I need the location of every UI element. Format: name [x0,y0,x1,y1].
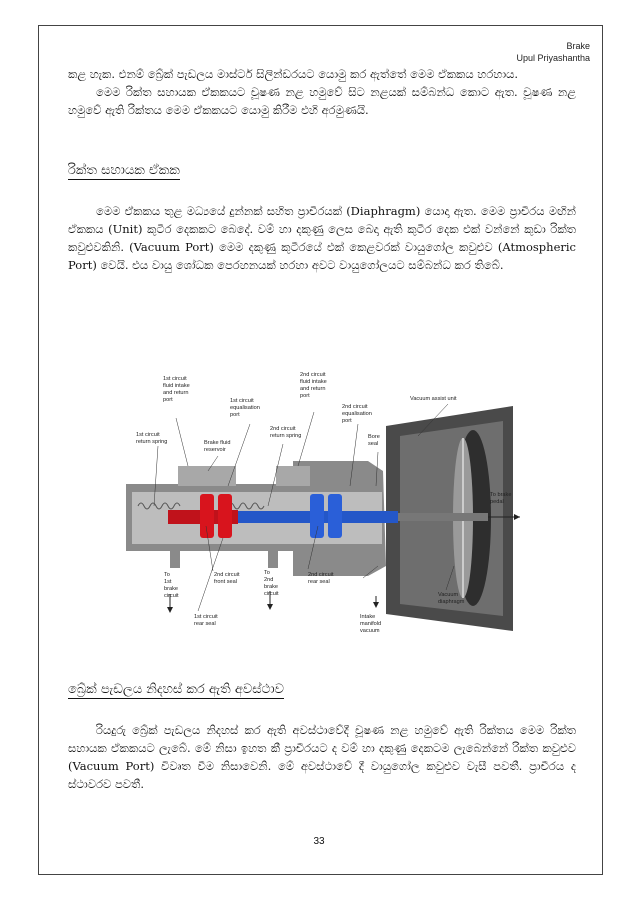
main-content [68,65,576,274]
brake-master-cylinder-diagram [118,366,526,641]
label-bore-seal: Bore seal [368,434,380,447]
section-heading: රික්ත සහායක ඒකක [68,163,180,178]
paragraph: මෙම ඒකකය තුළ මධ්‍යයේ දුන්නක් සහිත ප්‍රාචීරයක් (Diaphragm) යොදා ඇත. මෙම ප්‍රාචීරය මඟින් ඒකකය (Unit) කුටීර දෙකකට බෙදේ. වම් හා දකුණු ලෙස බෙදා ඇති කුටීර දෙක එක් වන්නේ කුඩා රික්ත කවුළුවකිනි. (Vacuum Port) මෙම දකුණු කුටීරයේ එක් කෙළවරක් වායුගෝල කවුළුව (Atmospheric Port) වෙයි. එය වායු ශෝධක පෙරහනයක් හරහා අවට වායුගෝලයට සම්බන්ධ කර තිබේ. [68,204,576,272]
page-number: 33 [313,836,325,847]
label-c1-rear: 1st circuit rear seal [194,614,218,627]
reservoir [178,466,236,486]
header-title: Brake [566,41,590,51]
label-intake-vac: Intake manifold vacuum [360,614,382,634]
section-heading: බ්‍රේක් පැඩලය නිදහස් කර ඇති අවස්ථාව [68,682,284,697]
label-vac-diaph: Vacuum diaphragm [438,592,465,605]
label-c1-spring: 1st circuit return spring [136,432,168,445]
lower-content [68,678,576,793]
label-c2-front: 2nd circuit front seal [214,572,240,585]
label-reservoir: Brake fluid reservoir [204,440,231,453]
paragraph: මෙම රික්ත සහායක ඒකකයට චූෂණ නළ හමුවේ සිට නළයක් සම්බන්ධ කොට ඇත. චූෂණ නළ හමුවේ ඇති රික්තය මෙම ඒකකයට යොමු කිරීම එහි අරමුණයි. [68,85,576,117]
page-header [516,40,590,64]
label-to-c1: To 1st brake circuit [164,572,179,599]
label-to-pedal: To brake pedal [490,492,512,505]
paragraph: රියදුරු බ්‍රේක් පැඩලය නිදහස් කර ඇති අවස්ථාවේදී චූෂණ නළ හමුවේ ඇති රික්තය මෙම රික්ත සහායක ඒකකයට ලැබේ. මේ නිසා ඉහත කී ප්‍රාචීරයට ද වම් හා දකුණු දෙකටම ලැබෙන්නේ රික්ත කවුළුව (Vacuum Port) විවෘත වීම නිසාවෙනි. මේ අවස්ථාවේ දී වායුගෝල කවුළුව වැසී පවතී. ප්‍රාචීරය ද ස්ථාවරව පවතී. [68,723,576,791]
label-c2-spring: 2nd circuit return spring [270,426,302,439]
label-to-c2: To 2nd brake circuit [264,570,279,597]
label-c2-rear: 2nd circuit rear seal [308,572,334,585]
label-c2-equal: 2nd circuit equalisation port [342,404,372,424]
label-vac-unit: Vacuum assist unit [410,396,457,402]
label-c1-equal: 1st circuit equalisation port [230,398,260,418]
label-c2-intake: 2nd circuit fluid intake and return port [300,372,327,399]
label-c1-intake: 1st circuit fluid intake and return port [163,376,190,403]
paragraph: කළ හැක. එනම් බ්‍රේක් පැඩලය මාස්ටර් සිලින්ඩරයට යොමු කර ඇත්තේ මෙම ඒකකය හරහාය. [68,67,519,81]
header-author: Upul Priyashantha [516,53,590,63]
